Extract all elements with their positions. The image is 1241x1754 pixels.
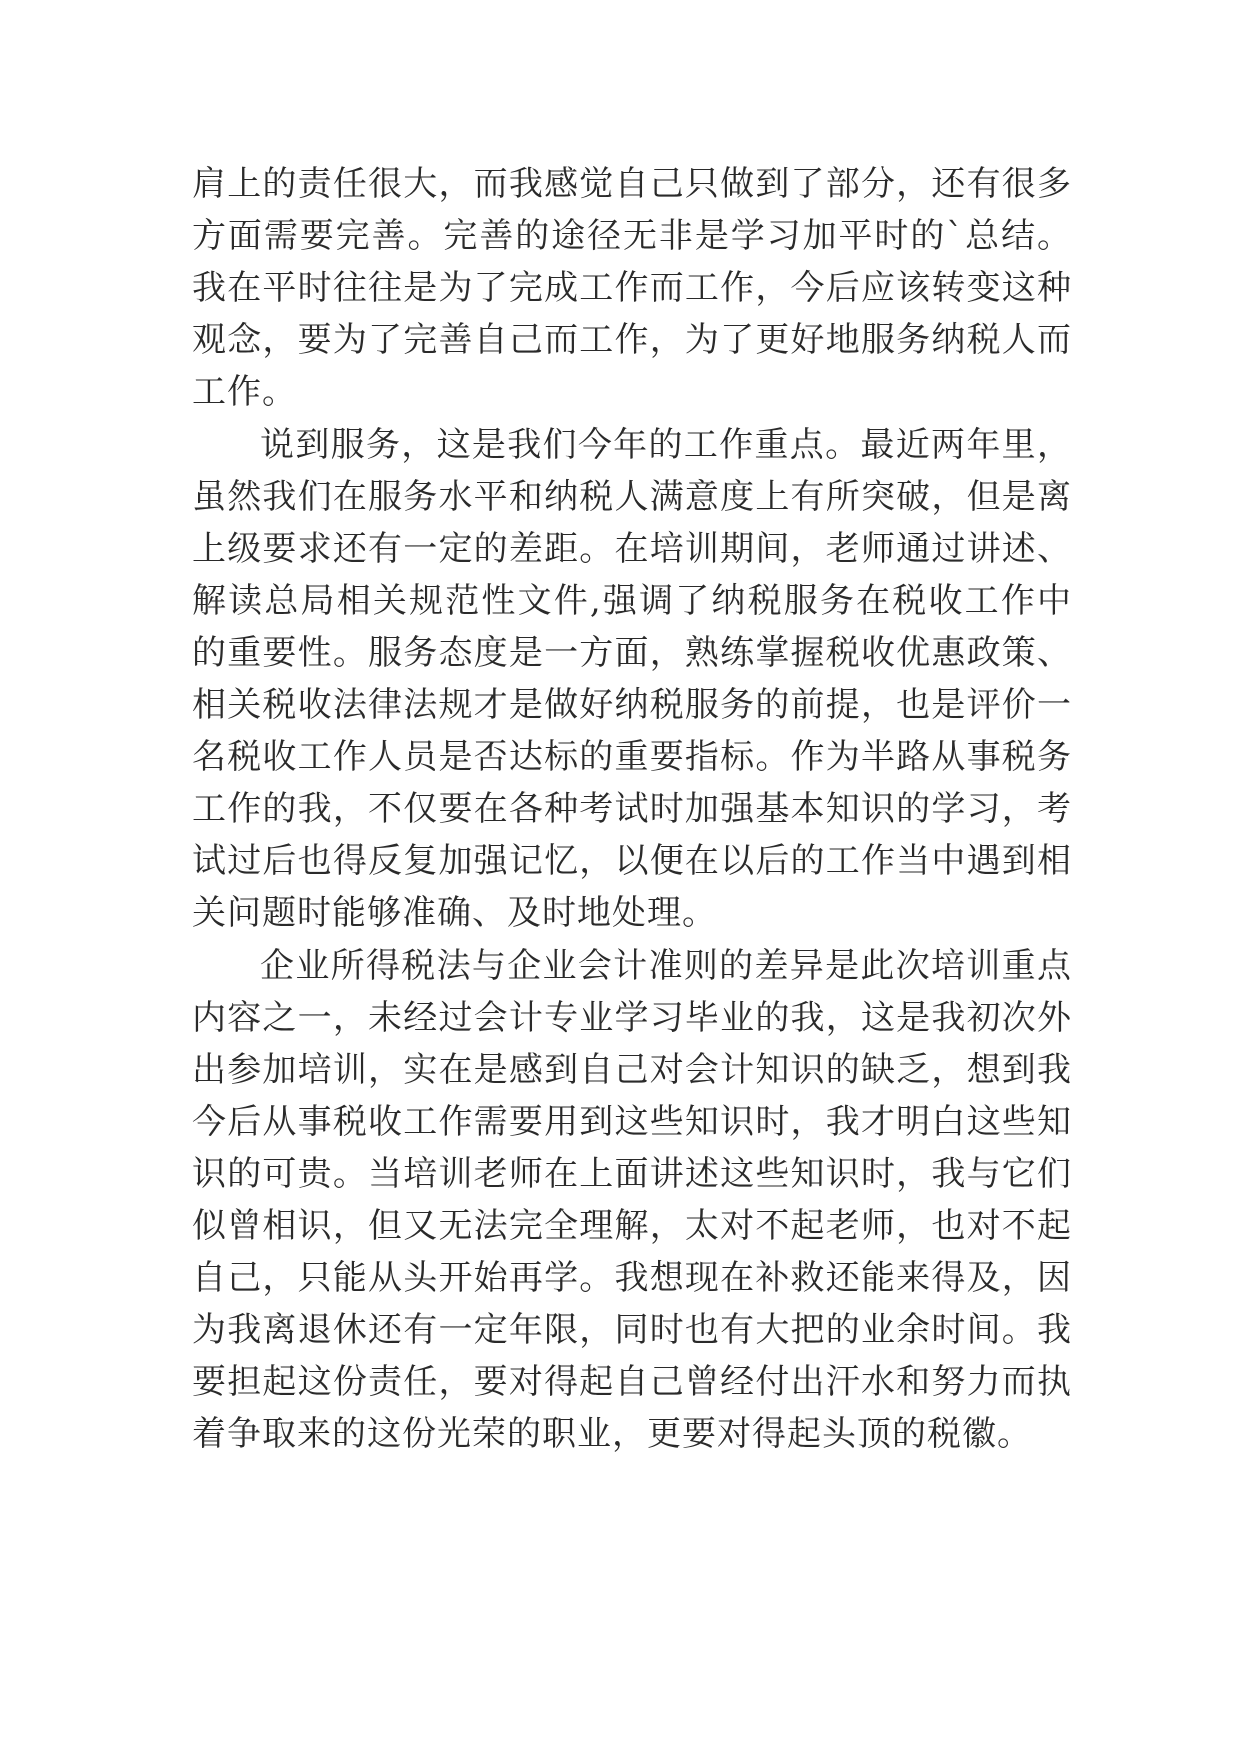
document-body [192, 158, 1072, 1460]
paragraph-2: 说到服务，这是我们今年的工作重点。最近两年里，虽然我们在服务水平和纳税人满意度上有所突破，但是离上级要求还有一定的差距。在培训期间，老师通过讲述、解读总局相关规范性文件,强调了纳税服务在税收工作中的重要性。服务态度是一方面，熟练掌握税收优惠政策、相关税收法律法规才是做好纳税服务的前提，也是评价一名税收工作人员是否达标的重要指标。作为半路从事税务工作的我，不仅要在各种考试时加强基本知识的学习，考试过后也得反复加强记忆，以便在以后的工作当中遇到相关问题时能够准确、及时地处理。 [192, 425, 1072, 933]
paragraph-3: 企业所得税法与企业会计准则的差异是此次培训重点内容之一，未经过会计专业学习毕业的我，这是我初次外出参加培训，实在是感到自己对会计知识的缺乏，想到我今后从事税收工作需要用到这些知识时，我才明白这些知识的可贵。当培训老师在上面讲述这些知识时，我与它们似曾相识，但又无法完全理解，太对不起老师，也对不起自己，只能从头开始再学。我想现在补救还能来得及，因为我离退休还有一定年限，同时也有大把的业余时间。我要担起这份责任，要对得起自己曾经付出汗水和努力而执着争取来的这份光荣的职业，更要对得起头顶的税徽。 [192, 946, 1072, 1454]
paragraph-1: 肩上的责任很大，而我感觉自己只做到了部分，还有很多方面需要完善。完善的途径无非是学习加平时的`总结。我在平时往往是为了完成工作而工作，今后应该转变这种观念，要为了完善自己而工作，为了更好地服务纳税人而工作。 [192, 164, 1072, 412]
